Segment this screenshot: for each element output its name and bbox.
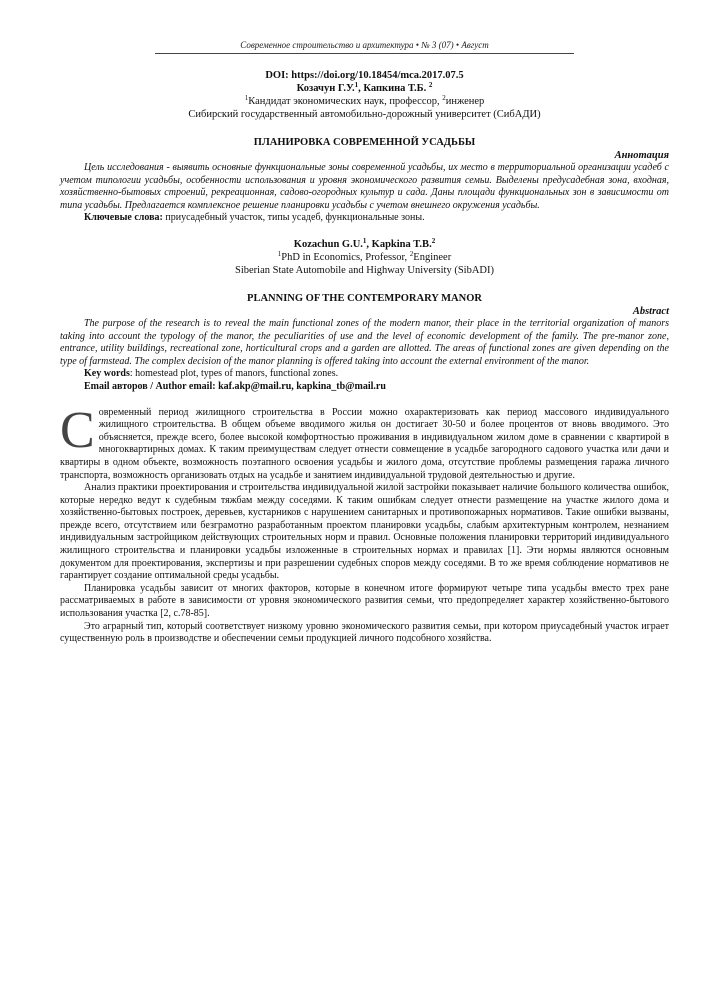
- ru-authors: [60, 82, 669, 95]
- body-paragraph-1-text: овременный период жилищного строительства в России можно охарактеризовать как период массового индивидуального жилищного строительства. В общем объеме вводимого жилья он достигает 30-50 и более процентов от вновь вводимого. Это объясняется, прежде всего, более высокой комфортностью проживания в индивидуальном жилом доме в сравнении с квартирой в многоквартирных домах. К таким преимуществам следует отнести совмещение в усадьбе загородного садового участка или дачи и квартиры в одном объекте, возможность поэтапного освоения усадьбы и жилого дома, отсутствие проблемы размещения гаража личного транспорта, возможность организовать отдых на усадьбе и занятием индивидуальной трудовой деятельностью и другие.: [60, 406, 669, 481]
- running-head: Современное строительство и архитектура • № 3 (07) • Август: [155, 40, 574, 54]
- en-title: PLANNING OF THE CONTEMPORARY MANOR: [247, 292, 482, 304]
- ru-abstract: Цель исследования - выявить основные функциональные зоны современной усадьбы, их место в территориальной организации усадеб с учетом типологии усадьбы, особенности использования и уровня экономического развития семьи. Выделены предусадебная зона, входная, хозяйственно-бытовых строений, рекреационная, садово-огородных культур и сада. Даны площади функциональных зон в зависимости от типа усадьбы. Предлагается комплексное решение планировки усадьбы с учетом внешнего окружения усадьбы.: [60, 162, 669, 211]
- ru-university: Сибирский государственный автомобильно-дорожный университет (СибАДИ): [188, 109, 541, 120]
- ru-author-2: , Капкина Т.Б.: [358, 83, 427, 94]
- en-authors: [60, 238, 669, 251]
- en-abstract-label: Abstract: [632, 305, 669, 317]
- ru-aff-text-2: инженер: [445, 96, 485, 107]
- body-paragraph-4: Это аграрный тип, который соответствует низкому уровню экономического развития семьи, при котором приусадебный участок играет существенную роль в производстве и обеспечении семьи продукцией личного подсобного хозяйства.: [60, 620, 669, 645]
- dropcap-letter: С: [60, 401, 95, 459]
- doi: DOI: https://doi.org/10.18454/mca.2017.07.5: [265, 70, 464, 81]
- en-author-2-sup: 2: [431, 236, 436, 245]
- en-aff-sup-2: 2: [409, 249, 414, 258]
- email-line: Email авторов / Author email: kaf.akp@mail.ru, kapkina_tb@mail.ru: [84, 380, 386, 392]
- en-aff-sup-1: 1: [277, 249, 282, 258]
- en-aff-text-2: Engineer: [413, 251, 452, 263]
- ru-aff-sup-1: 1: [244, 94, 249, 102]
- ru-title: ПЛАНИРОВКА СОВРЕМЕННОЙ УСАДЬБЫ: [253, 137, 476, 148]
- ru-keywords-label: Ключевые слова:: [84, 212, 163, 224]
- body-paragraph-3: Планировка усадьбы зависит от многих факторов, которые в конечном итоге формируют четыре типа усадьбы вместо трех ране рассматриваемых в работе в зависимости от уровня экономического развития семьи, что предопределяет характер хозяйственно-бытового использования участка [2, с.78-85].: [60, 582, 669, 620]
- en-university: Siberian State Automobile and Highway University (SibADI): [235, 264, 494, 276]
- en-abstract: The purpose of the research is to reveal the main functional zones of the modern manor, their place in the territorial organization of manors taking into account the typology of the manor, the peculiarities of use and the level of economic development of the family. The pre-manor zone, entrance, utility buildings, recreational zone, horticultural crops and a garden are allotted. The areas of functional zones are given depending on the type of farmstead. The complex decision of the manor planning is offered taking into account the external environment of the manor.: [60, 317, 669, 367]
- en-keywords: [60, 368, 669, 381]
- body-paragraph-2: Анализ практики проектирования и строительства индивидуальной жилой застройки показывает наличие большого количества ошибок, которые нередко ведут к судебным тяжбам между соседями. К таким ошибкам следует отнести размещение на участке жилого дома и хозяйственно-бытовых построек, деревьев, кустарников с нарушением санитарных и противопожарных нормативов. Такие ошибки вызваны, прежде всего, отсутствием или безграмотно разработанным проектом планировки усадьбы, слабым архитектурным контролем, незнанием индивидуальным застройщиком действующих строительных норм и правил. Основные положения планировки территорий индивидуального жилищного строительства и планировки усадьбы изложенные в строительных нормах и правилах [1]. Эти нормы являются основным документом для проектирования, экспертизы и при разрешении судебных споров между соседями. В то же время соблюдение нормативов не гарантирует создание оптимальной среды усадьбы.: [60, 482, 669, 582]
- en-keywords-text: : homestead plot, types of manors, functional zones.: [129, 368, 339, 380]
- ru-author-1-sup: 1: [354, 81, 359, 89]
- en-affiliation: [60, 251, 669, 264]
- en-author-1-sup: 1: [362, 236, 367, 245]
- en-author-1: Kozachun G.U.: [293, 238, 363, 250]
- ru-aff-sup-2: 2: [442, 94, 446, 102]
- ru-abstract-label: Аннотация: [614, 150, 669, 161]
- body-paragraph-1: [60, 401, 669, 483]
- en-aff-text: PhD in Economics, Professor,: [281, 251, 410, 263]
- ru-aff-text: Кандидат экономических наук, профессор,: [248, 96, 443, 107]
- en-keywords-label: Key words: [84, 368, 130, 380]
- article-body: [60, 401, 669, 646]
- ru-affiliation: [60, 95, 669, 108]
- ru-author-1: Козачун Г.У.: [296, 83, 355, 94]
- ru-keywords: [60, 212, 669, 225]
- ru-author-2-sup: 2: [428, 81, 433, 89]
- en-author-2: , Kapkina T.B.: [366, 238, 432, 250]
- paper-page: [60, 40, 669, 646]
- ru-keywords-text: приусадебный участок, типы усадеб, функциональные зоны.: [162, 212, 425, 224]
